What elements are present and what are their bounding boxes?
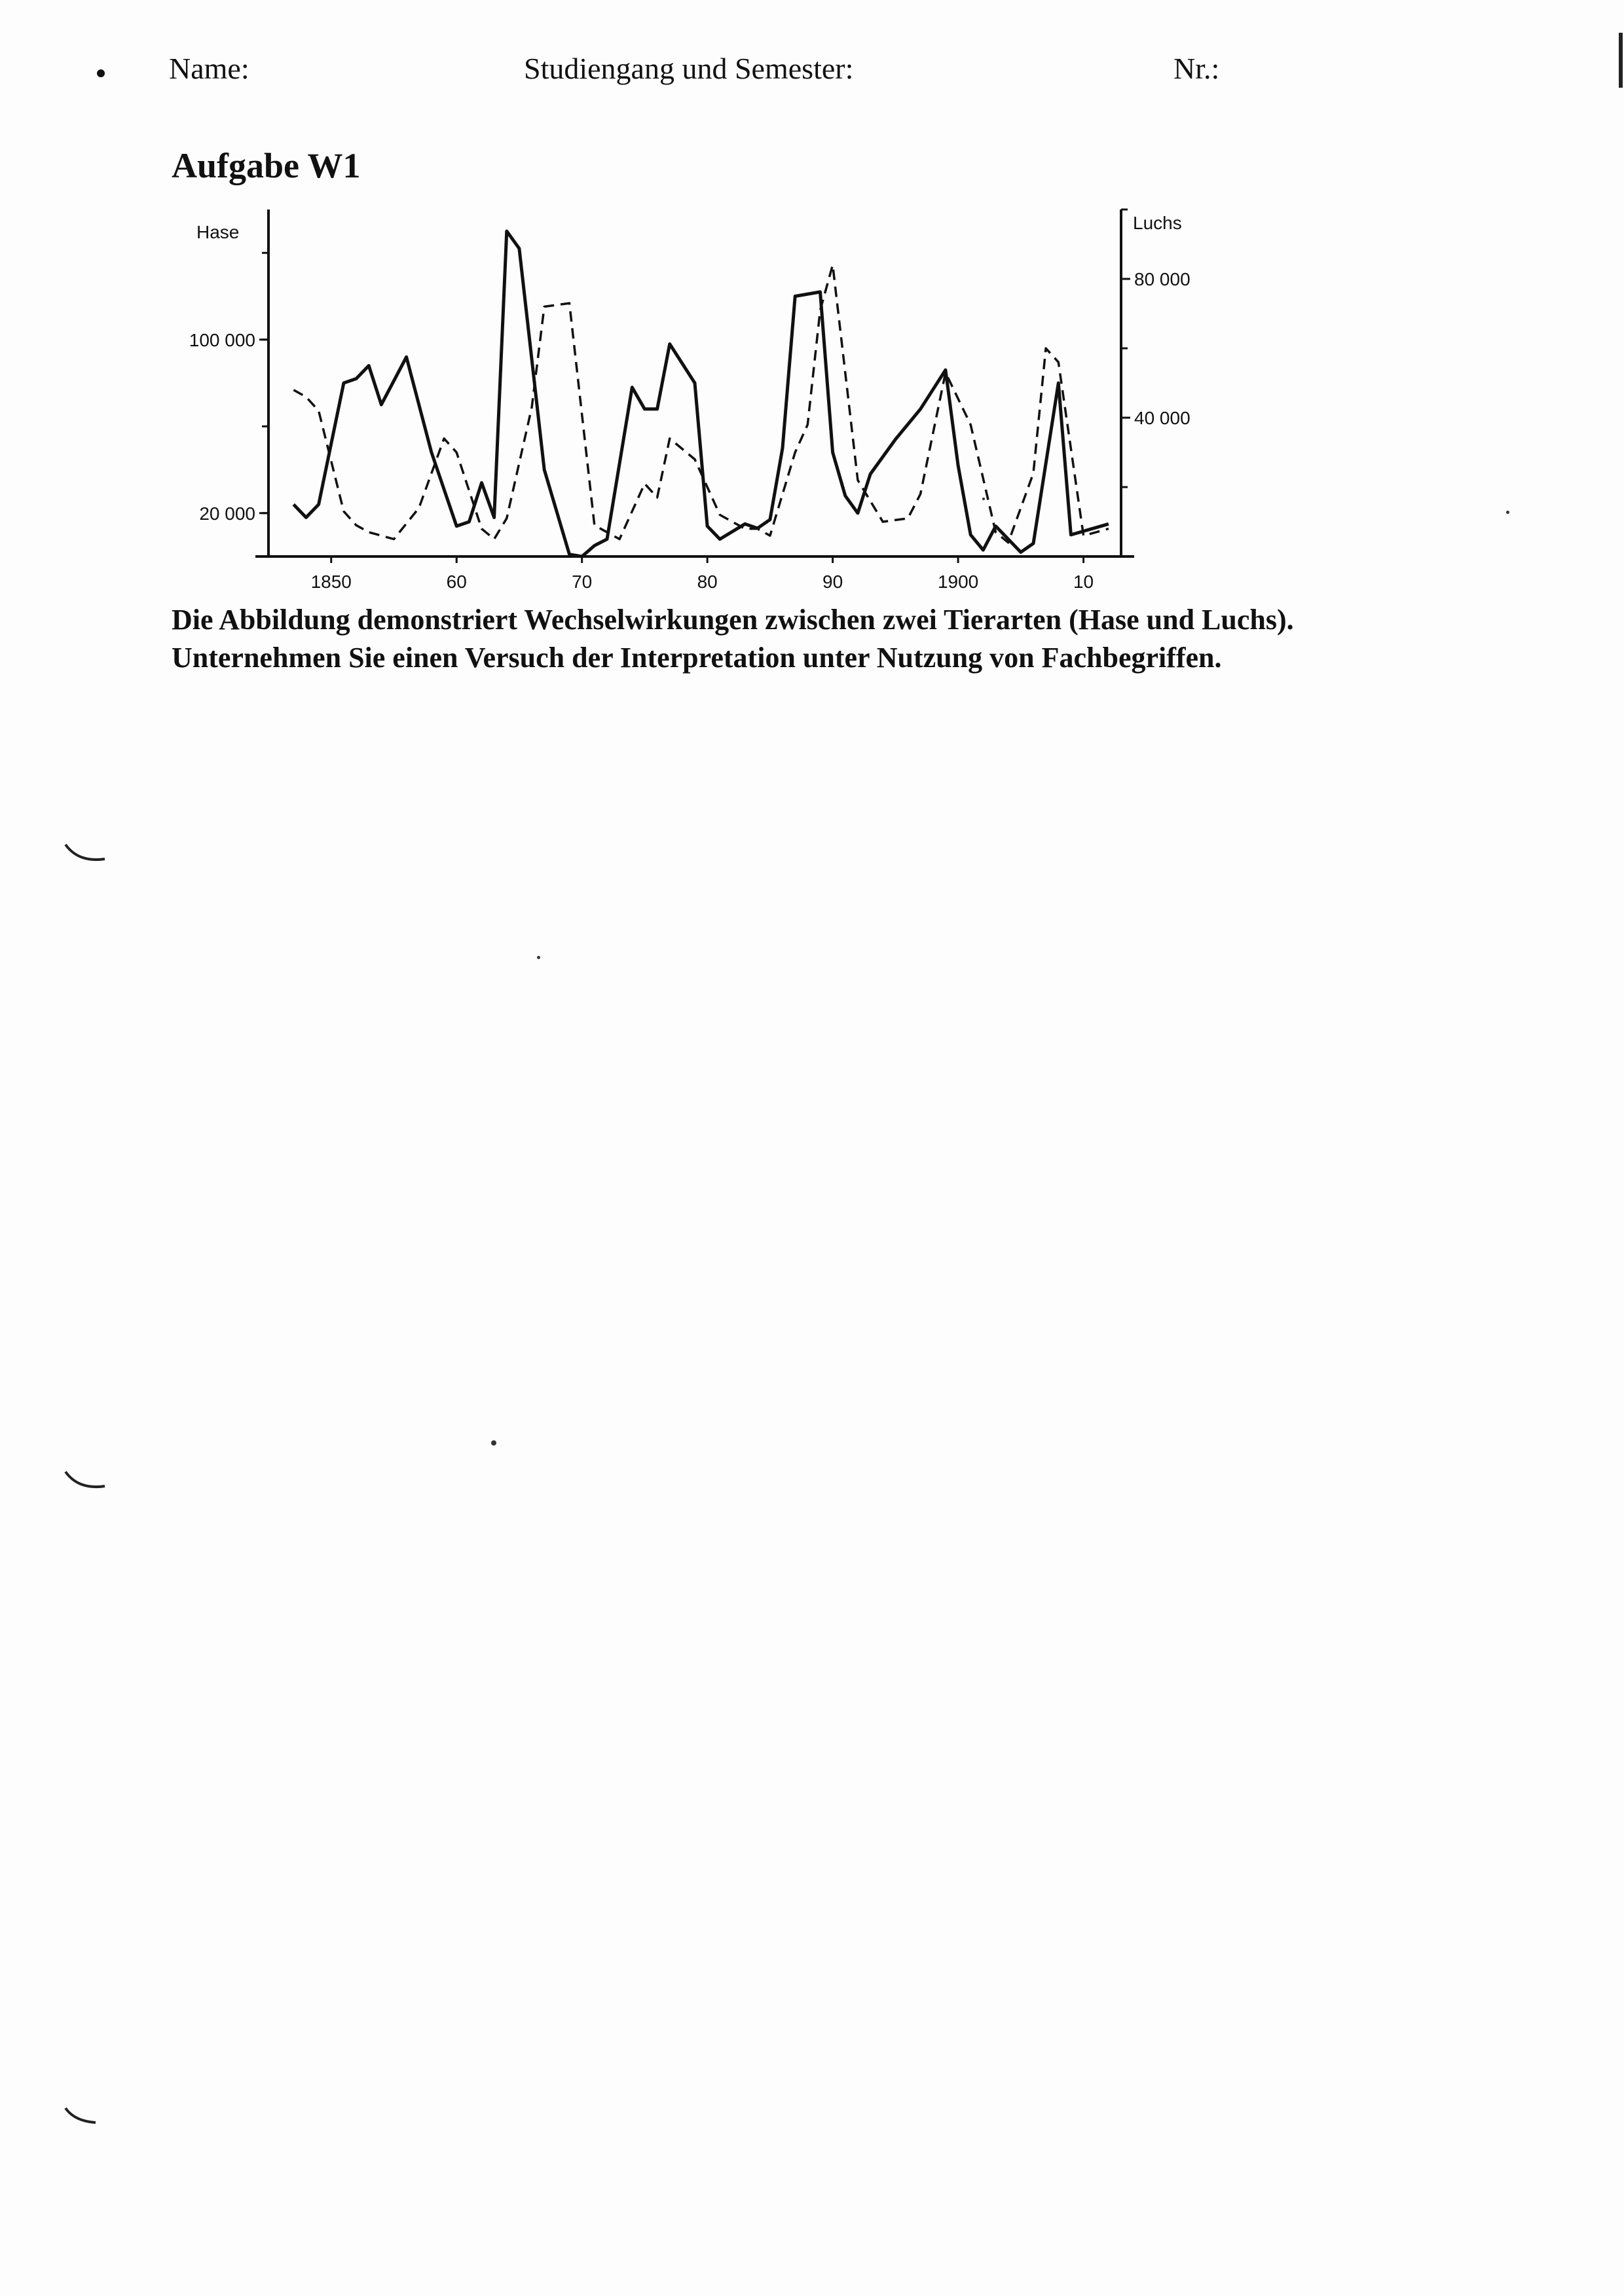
chart-lines (293, 231, 1109, 556)
left-axis-tick-label: 100 000 (189, 329, 255, 350)
x-axis-tick-label: 10 (1073, 572, 1094, 592)
chart-svg (151, 190, 1190, 609)
task-description-line-1: Die Abbildung demonstriert Wechselwirkungen zwischen zwei Tierarten (Hase und Luchs). (172, 604, 1294, 636)
hare-series-line (293, 231, 1109, 556)
scan-artifact-mark (97, 69, 105, 77)
scan-artifact-mark (59, 2095, 138, 2147)
task-title: Aufgabe W1 (172, 146, 361, 185)
left-axis-tick-label: 20 000 (199, 503, 255, 524)
x-axis-tick-label: 1900 (937, 572, 979, 592)
scan-artifact-mark (1619, 33, 1623, 88)
name-label: Name: (169, 52, 249, 85)
program-semester-label: Studiengang und Semester: (524, 52, 854, 85)
right-axis-tick-label: 40 000 (1134, 408, 1190, 428)
predator-prey-chart (151, 190, 1190, 612)
scan-artifact-mark (59, 831, 138, 884)
x-axis-tick-label: 80 (697, 572, 718, 592)
right-axis-tick-label: 80 000 (1134, 269, 1190, 289)
x-axis-tick-label: 70 (572, 572, 593, 592)
task-description (172, 601, 1468, 677)
left-axis-label: Hase (196, 222, 240, 242)
number-label: Nr.: (1173, 52, 1220, 85)
x-axis-tick-label: 60 (446, 572, 467, 592)
scan-artifact-mark (59, 1459, 138, 1511)
lynx-series-line (293, 265, 1109, 543)
x-axis-tick-label: 90 (822, 572, 843, 592)
x-axis-tick-label: 1850 (310, 572, 352, 592)
right-axis-label: Luchs (1133, 213, 1182, 233)
task-description-line-2: Unternehmen Sie einen Versuch der Interpretation unter Nutzung von Fachbegriffen. (172, 642, 1222, 674)
